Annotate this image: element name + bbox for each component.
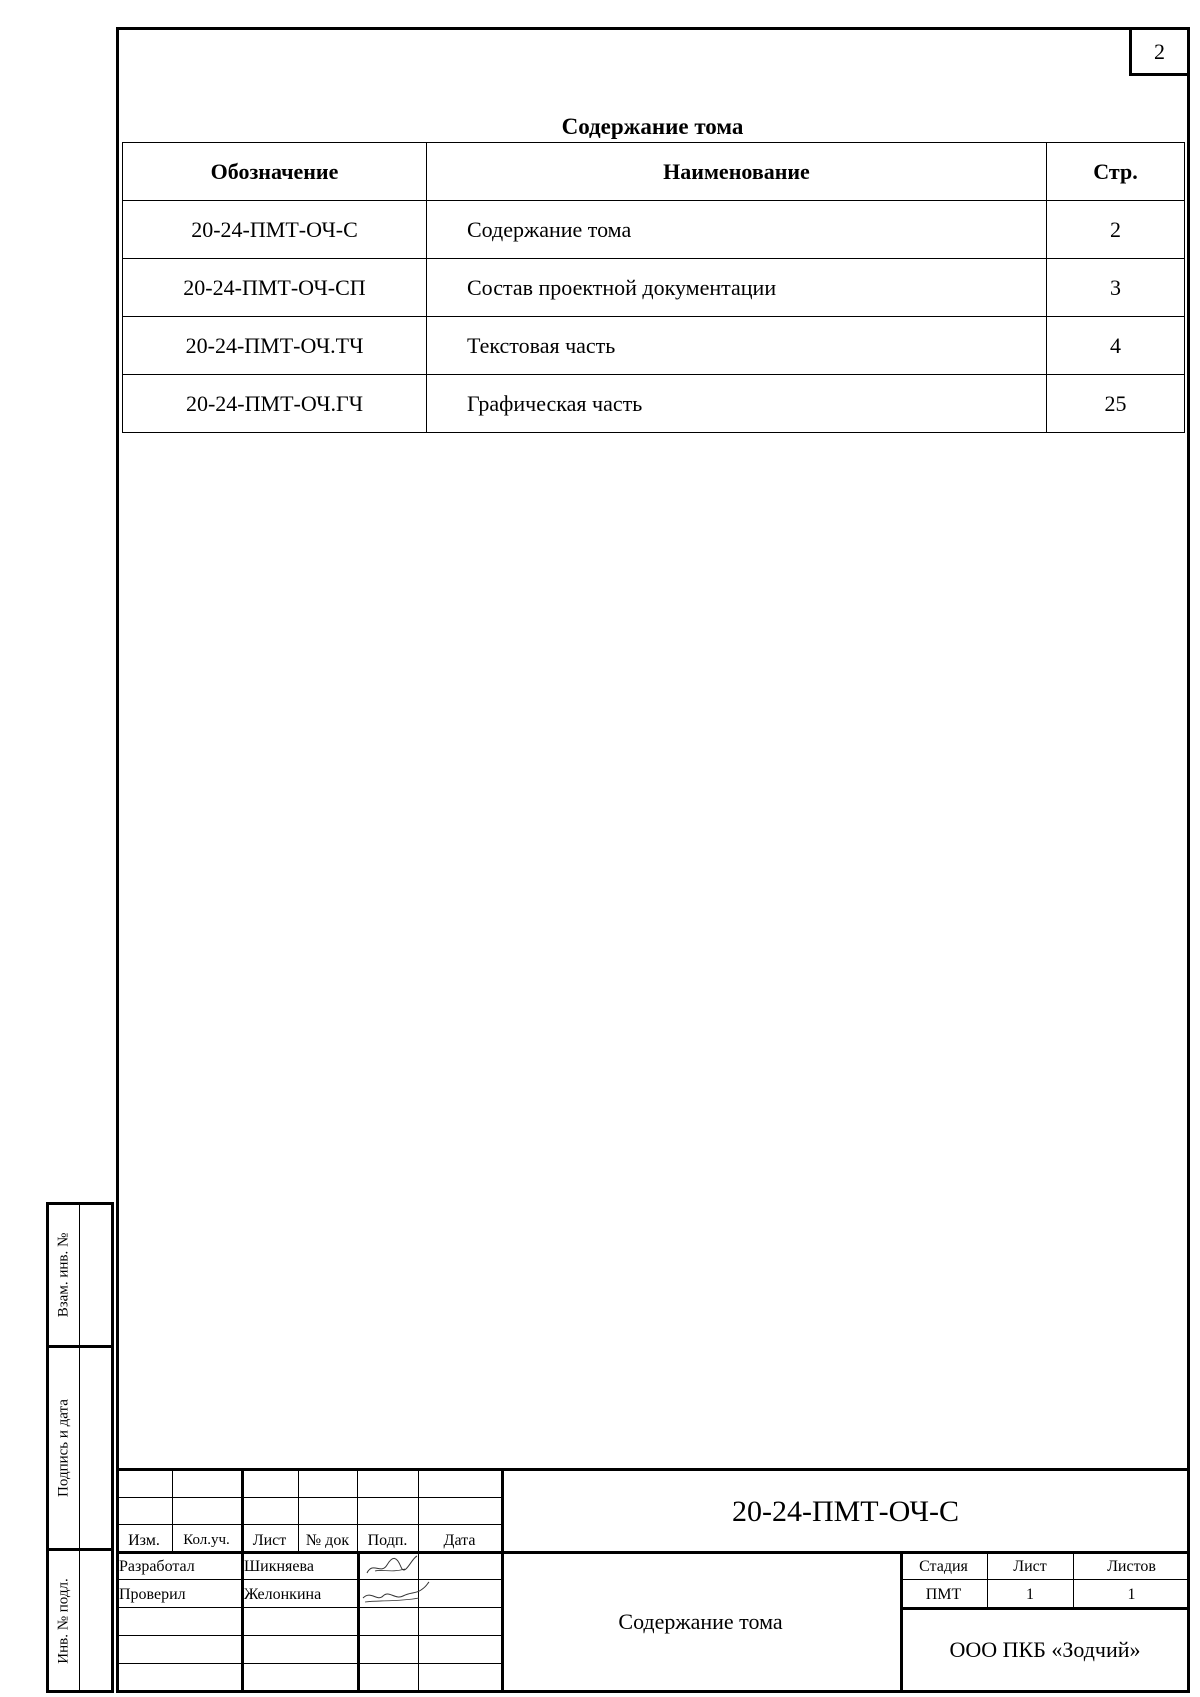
table-row [123,375,1185,433]
row-name: Состав проектной документации [427,259,1047,317]
header-code: Обозначение [123,143,427,201]
tb-developed-label: Разработал [119,1558,195,1575]
side-stamp-vzam-label: Взам. инв. № [55,1232,72,1318]
table-row [123,259,1185,317]
tb-sheets-value: 1 [1127,1586,1136,1603]
title-block [116,1468,1190,1693]
row-code: 20-24-ПМТ-ОЧ.ТЧ [123,317,427,375]
tb-organization: ООО ПКБ «Зодчий» [949,1637,1141,1662]
tb-doc-code: 20-24-ПМТ-ОЧ-С [731,1495,960,1528]
row-page: 2 [1047,201,1185,259]
side-stamp-podpis-label: Подпись и дата [55,1399,72,1497]
tb-sheet-value: 1 [1026,1586,1034,1603]
tb-col-kol: Кол.уч. [183,1532,230,1548]
row-page: 4 [1047,317,1185,375]
row-name: Текстовая часть [427,317,1047,375]
row-code: 20-24-ПМТ-ОЧ-С [123,201,427,259]
table-row [123,201,1185,259]
page-number: 2 [1129,27,1190,76]
row-name: Содержание тома [427,201,1047,259]
tb-sheets-label: Листов [1107,1558,1156,1575]
row-name: Графическая часть [427,375,1047,433]
tb-col-data: Дата [443,1532,476,1549]
header-name: Наименование [427,143,1047,201]
tb-checked-label: Проверил [119,1586,186,1603]
toc-header-row [123,143,1185,201]
tb-stage-value: ПМТ [925,1586,962,1603]
toc-table [122,142,1185,433]
tb-stage-label: Стадия [919,1558,968,1575]
toc-title: Содержание тома [561,114,744,139]
row-page: 25 [1047,375,1185,433]
row-code: 20-24-ПМТ-ОЧ-СП [123,259,427,317]
side-stamp-inv-label: Инв. № подл. [55,1577,72,1664]
side-stamp-podpis [46,1345,114,1551]
tb-doc-title: Содержание тома [618,1609,783,1634]
side-stamp-vzam [46,1202,114,1348]
signature-developed-icon [361,1553,421,1579]
header-page: Стр. [1047,143,1185,201]
side-stamp-inv [46,1548,114,1693]
signature-checked-icon [361,1580,431,1606]
tb-checked-name: Желонкина [244,1586,322,1603]
tb-developed-name: Шикняева [244,1558,314,1575]
tb-col-izm: Изм. [128,1532,160,1549]
row-page: 3 [1047,259,1185,317]
tb-col-list: Лист [252,1532,287,1549]
row-code: 20-24-ПМТ-ОЧ.ГЧ [123,375,427,433]
table-row [123,317,1185,375]
tb-col-ndok: № док [305,1532,350,1549]
tb-col-podp: Подп. [367,1532,408,1549]
tb-sheet-label: Лист [1013,1558,1047,1575]
